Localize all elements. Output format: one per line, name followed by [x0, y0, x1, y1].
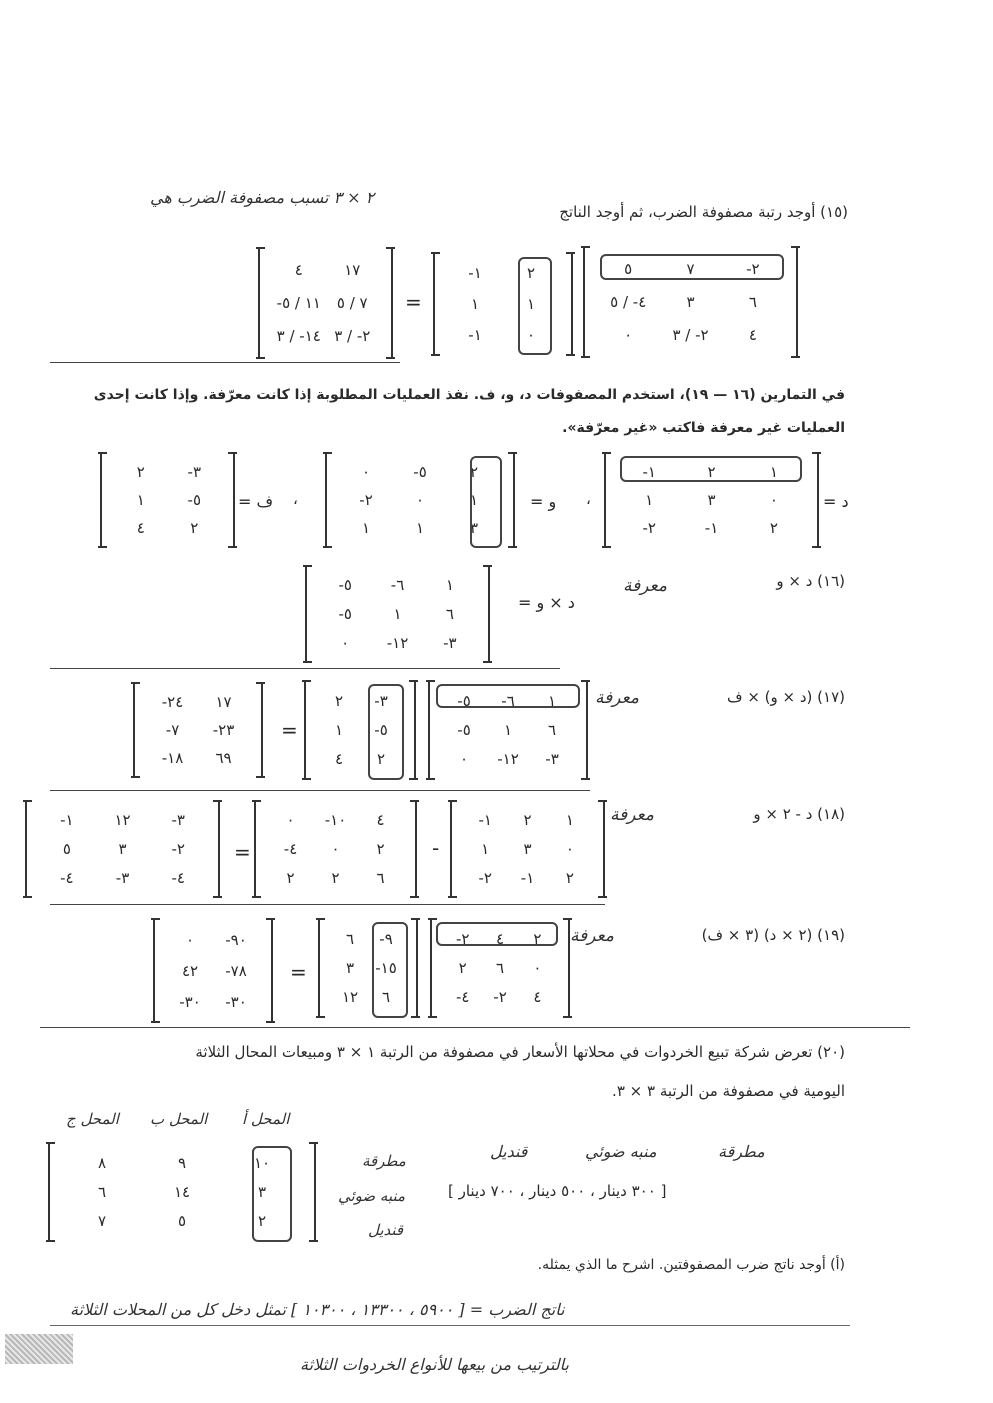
ex19-handwritten-note: معرفة: [570, 926, 614, 946]
ex15-result-matrix: [258, 247, 393, 359]
cell: ١-: [520, 868, 535, 887]
cell: ٣: [257, 1182, 267, 1201]
cell: ٦: [445, 604, 454, 623]
cell: ٠: [526, 325, 536, 344]
cell: ٠: [565, 839, 574, 858]
price-header-lantern: قنديل: [490, 1142, 528, 1161]
cell: ٦: [547, 720, 557, 739]
cell: ٤: [376, 811, 385, 830]
cell: ١٢: [341, 988, 359, 1007]
cell: ٦٩: [215, 749, 232, 767]
cell: ١-: [60, 811, 74, 830]
cell: ٢: [533, 929, 542, 948]
cell: ٢: [526, 264, 536, 283]
cell: ١: [469, 491, 479, 509]
ex15-handwritten-note: ٢ × ٣ تسبب مصفوفة الضرب هي: [150, 188, 375, 207]
equals-sign: =: [281, 718, 298, 742]
equals-sign: =: [405, 290, 422, 314]
cell: ٢-: [493, 988, 507, 1007]
cell: ٧٨-: [225, 961, 247, 980]
cell: ٣: [118, 839, 127, 858]
cell: ٢: [376, 750, 386, 769]
handwritten-answer-1: ناتج الضرب = [ ٥٩٠٠ ، ١٣٣٠٠ ، ١٠٣٠٠ ] تمثل دخل كل من المحلات الثلاثة: [70, 1300, 565, 1319]
cell: ٢: [376, 839, 385, 858]
cell: ١٠: [253, 1153, 271, 1172]
matrix-w-column-highlight: [470, 456, 502, 548]
matrix-d-row-highlight: [620, 456, 802, 482]
cell: ١: [565, 811, 574, 830]
cell: ٤- / ٥: [610, 292, 647, 311]
cell: ٤: [294, 260, 303, 279]
row-label-lantern: قنديل: [368, 1221, 404, 1239]
row-label-flashlight: منبه ضوئي: [338, 1187, 406, 1205]
cell: ٢: [257, 1212, 267, 1231]
ex15-row-highlight: [600, 254, 784, 280]
ex15-column-highlight: [518, 257, 552, 355]
ex20-line-1: (٢٠) تعرض شركة تبيع الخردوات في محلاتها الأسعار في مصفوفة من الرتبة ١ × ٣ ومبيعات المحال الثلاثة: [195, 1043, 845, 1061]
cell: ٣-: [374, 691, 388, 710]
cell: ٠: [361, 463, 371, 481]
cell: ٧: [97, 1212, 107, 1231]
cell: ٤: [136, 519, 145, 537]
matrix-f-label: ف =: [238, 492, 274, 511]
ex15-label: (١٥) أوجد رتبة مصفوفة الضرب، ثم أوجد الناتج: [559, 203, 848, 221]
cell: ١: [361, 519, 371, 537]
cell: ٠: [286, 811, 295, 830]
sales-column-highlight: [252, 1146, 292, 1242]
divider: [50, 790, 590, 791]
row-label-hammer: مطرقة: [362, 1152, 406, 1170]
cell: ١: [526, 294, 536, 313]
divider: [50, 904, 605, 905]
minus-sign: -: [432, 836, 440, 860]
price-matrix: [ ٣٠٠ دينار ، ٥٠٠ دينار ، ٧٠٠ دينار ]: [448, 1182, 667, 1200]
cell: ٦: [495, 958, 505, 977]
cell: ٤: [495, 929, 505, 948]
cell: ١-: [642, 463, 656, 481]
cell: ٦-: [390, 576, 405, 595]
cell: ١٧: [344, 260, 361, 279]
cell: ١: [445, 576, 454, 595]
cell: ١: [136, 491, 145, 509]
cell: ١٥-: [375, 958, 397, 977]
scan-stamp: [5, 1334, 73, 1364]
ex17-label: (١٧) (د × و) × ف: [727, 688, 845, 706]
cell: ٠: [185, 930, 195, 949]
cell: ١: [645, 491, 654, 509]
ex17-row-highlight: [436, 684, 580, 708]
cell: ٧ / ٥: [336, 293, 368, 312]
divider: [50, 362, 400, 363]
cell: ٢: [523, 811, 532, 830]
ex18-result-matrix: [25, 800, 220, 898]
matrix-w-label: و =: [530, 492, 557, 511]
cell: ٠: [331, 839, 340, 858]
cell: ٣: [686, 292, 695, 311]
cell: ٢: [469, 463, 479, 481]
cell: ٥: [62, 839, 71, 858]
cell: ١: [769, 463, 778, 481]
cell: ١: [481, 839, 490, 858]
cell: ١: [470, 294, 480, 313]
cell: ٤-: [283, 839, 298, 858]
cell: ٤٢: [181, 961, 199, 980]
cell: ٥-: [413, 463, 427, 481]
cell: ١٢: [114, 811, 131, 830]
cell: ١٢-: [386, 633, 409, 652]
cell: ٤: [748, 326, 757, 345]
comma: ،: [293, 490, 298, 508]
cell: ٤-: [455, 988, 470, 1007]
cell: ١٠-: [324, 811, 347, 830]
cell: ١: [393, 604, 402, 623]
price-header-hammer: مطرقة: [718, 1142, 765, 1161]
ex18-label: (١٨) د - ٢ × و: [753, 805, 845, 823]
cell: ١-: [478, 811, 492, 830]
matrix-d-label: د =: [823, 492, 849, 511]
cell: ٥-: [338, 604, 352, 623]
ex20-line-2: اليومية في مصفوفة من الرتبة ٣ × ٣.: [612, 1082, 845, 1100]
cell: ٣-: [115, 868, 130, 887]
cell: ٢: [334, 691, 344, 710]
cell: ١: [547, 691, 557, 710]
cell: ٢: [707, 463, 716, 481]
cell: ١٧: [215, 693, 232, 711]
cell: ٢: [136, 463, 145, 481]
ex17-result-matrix: [133, 682, 263, 778]
cell: ٢-: [171, 839, 185, 858]
cell: ٢: [458, 958, 467, 977]
ex17-column-highlight: [368, 684, 404, 780]
cell: ٥-: [187, 491, 201, 509]
comma: ،: [586, 490, 591, 508]
cell: ٦: [345, 929, 355, 948]
ex15-matrix-b: [433, 252, 573, 356]
cell: ٠: [459, 750, 469, 769]
cell: ٧-: [165, 721, 180, 739]
handwritten-answer-2: بالترتيب من بيعها للأنواع الخردوات الثلاثة: [300, 1355, 569, 1374]
cell: ٦: [376, 868, 385, 887]
cell: ٦-: [501, 691, 515, 710]
cell: ٢-: [746, 259, 760, 278]
cell: ٥-: [457, 691, 471, 710]
cell: ٢- / ٣: [672, 326, 709, 345]
cell: ٢: [286, 868, 295, 887]
shop-header-a: المحل أ: [242, 1110, 290, 1128]
ex19-row-highlight: [436, 922, 558, 946]
cell: ١٨-: [161, 749, 184, 767]
cell: ٠: [624, 326, 633, 345]
cell: ١١ / ٥-: [276, 293, 321, 312]
cell: ٣-: [171, 811, 185, 830]
cell: ٣: [523, 839, 532, 858]
cell: ٢: [769, 519, 778, 537]
cell: ٤-: [171, 868, 185, 887]
ex16-label: (١٦) د × و: [776, 572, 845, 590]
ex19-label: (١٩) (٢ × د) (٣ × ف): [701, 926, 845, 944]
cell: ٩: [177, 1153, 187, 1172]
cell: ٢٤-: [161, 693, 184, 711]
ex19-column-highlight: [372, 922, 408, 1018]
cell: ٢: [190, 519, 199, 537]
ex16-result-matrix: [305, 565, 490, 663]
cell: ٣-: [443, 633, 457, 652]
shop-header-b: المحل ب: [150, 1110, 208, 1128]
equals-sign: =: [290, 960, 307, 984]
cell: ٩-: [379, 929, 393, 948]
ex16-expression: د × و =: [518, 593, 575, 612]
cell: ٢: [565, 868, 574, 887]
cell: ١٢-: [497, 750, 519, 769]
cell: ٤-: [60, 868, 74, 887]
cell: ٧: [686, 259, 695, 278]
divider: [50, 1325, 850, 1326]
divider: [50, 668, 560, 669]
cell: ١: [415, 519, 425, 537]
equals-sign: =: [234, 840, 251, 864]
cell: ٦: [748, 292, 757, 311]
cell: ٦: [381, 988, 391, 1007]
ex19-result-matrix: [153, 918, 273, 1023]
cell: ٢-: [455, 929, 470, 948]
cell: ٣-: [545, 750, 559, 769]
cell: ٥: [177, 1212, 187, 1231]
cell: ٥-: [338, 576, 352, 595]
cell: ١-: [704, 519, 719, 537]
cell: ٨: [97, 1153, 107, 1172]
cell: ٥: [624, 259, 633, 278]
cell: ٦: [97, 1182, 107, 1201]
ex20-question-a: (أ) أوجد ناتج ضرب المصفوفتين. اشرح ما الذي يمثله.: [537, 1257, 845, 1273]
cell: ٠: [769, 491, 778, 509]
cell: ٣: [469, 519, 479, 537]
cell: ١٤: [173, 1182, 191, 1201]
cell: ١: [334, 720, 344, 739]
cell: ٢- / ٣: [334, 327, 371, 346]
cell: ٤: [334, 750, 344, 769]
price-header-flashlight: منبه ضوئي: [585, 1142, 657, 1161]
cell: ٣٠-: [225, 992, 247, 1011]
cell: ١-: [468, 264, 482, 283]
intro-line-2: العمليات غير معرفة فاكتب «غير معرّفة».: [562, 420, 845, 436]
cell: ٥-: [457, 720, 471, 739]
cell: ١: [503, 720, 513, 739]
cell: ٠: [415, 491, 425, 509]
ex17-handwritten-note: معرفة: [595, 688, 639, 708]
intro-line-1: في التمارين (١٦ — ١٩)، استخدم المصفوفات د، و، ف. نفذ العمليات المطلوبة إذا كانت معرّفة. وإذا كانت إحدى: [93, 387, 845, 403]
cell: ٣-: [187, 463, 201, 481]
divider: [40, 1027, 910, 1028]
ex18-matrix-d: [450, 800, 605, 898]
matrix-f: [100, 452, 235, 548]
ex18-handwritten-note: معرفة: [610, 805, 654, 825]
cell: ٠: [533, 958, 542, 977]
cell: ٣: [345, 958, 355, 977]
cell: ٣٠-: [179, 992, 201, 1011]
cell: ٢-: [359, 491, 373, 509]
ex16-handwritten-note: معرفة: [623, 576, 667, 596]
cell: ١-: [468, 325, 482, 344]
cell: ٩٠-: [225, 930, 247, 949]
cell: ٢٣-: [212, 721, 235, 739]
ex18-matrix-2w: [254, 800, 417, 898]
cell: ١٤- / ٣: [276, 327, 321, 346]
cell: ٣: [707, 491, 716, 509]
cell: ٥-: [374, 720, 388, 739]
cell: ٢-: [478, 868, 492, 887]
cell: ٢-: [642, 519, 656, 537]
shop-header-c: المحل ج: [66, 1110, 119, 1128]
cell: ٢: [331, 868, 340, 887]
cell: ٤: [533, 988, 542, 1007]
cell: ٠: [341, 633, 350, 652]
